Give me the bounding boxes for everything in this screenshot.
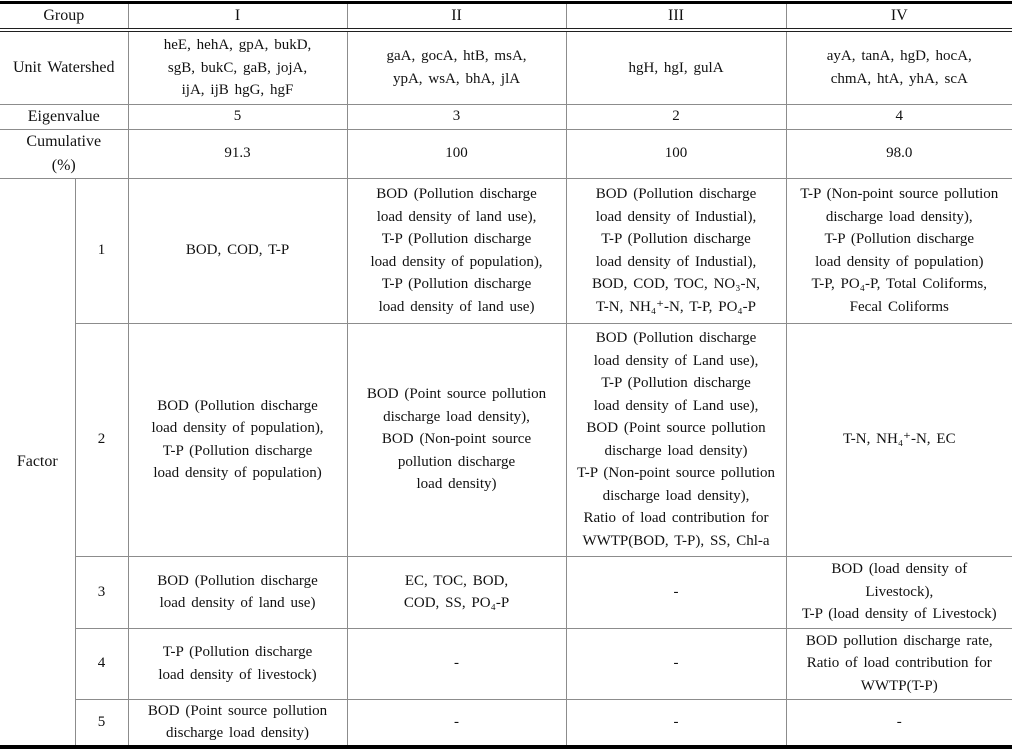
cumulative-row	[0, 129, 1012, 178]
cell-eigenvalue-group-i: 5	[128, 104, 347, 129]
header-group-ii: II	[347, 3, 566, 31]
cell-factor2-group-ii: BOD (Point source pollution discharge load density), BOD (Non-point source pollution discharge load density)	[347, 323, 566, 556]
header-group: Group	[0, 3, 128, 31]
factor-row-1	[0, 178, 1012, 323]
cell-factor3-group-ii: EC, TOC, BOD, COD, SS, PO₄-P	[347, 556, 566, 628]
row-label-unit-watershed: Unit Watershed	[0, 30, 128, 104]
cell-factor3-group-iv: BOD (load density of Livestock), T-P (load density of Livestock)	[786, 556, 1012, 628]
factor-row-5	[0, 699, 1012, 747]
factor-row-4	[0, 628, 1012, 699]
header-group-i: I	[128, 3, 347, 31]
cell-factor4-group-ii: -	[347, 628, 566, 699]
cell-unit-watershed-group-ii: gaA, gocA, htB, msA, ypA, wsA, bhA, jlA	[347, 30, 566, 104]
factor-number-3: 3	[75, 556, 128, 628]
cell-factor3-group-i: BOD (Pollution discharge load density of land use)	[128, 556, 347, 628]
cell-cumulative-group-iii: 100	[566, 129, 786, 178]
cell-cumulative-group-i: 91.3	[128, 129, 347, 178]
cell-factor2-group-iv: T-N, NH₄⁺-N, EC	[786, 323, 1012, 556]
factor-row-3	[0, 556, 1012, 628]
cell-eigenvalue-group-iv: 4	[786, 104, 1012, 129]
header-group-iii: III	[566, 3, 786, 31]
cell-factor1-group-iv: T-P (Non-point source pollution discharge load density), T-P (Pollution discharge load density of population) T-P, PO₄-P, Total Coliforms, Fecal Coliforms	[786, 178, 1012, 323]
cell-factor1-group-iii: BOD (Pollution discharge load density of Industial), T-P (Pollution discharge load density of Industial), BOD, COD, TOC, NO₃-N, T-N, NH₄⁺-N, T-P, PO₄-P	[566, 178, 786, 323]
cell-factor5-group-iv: -	[786, 699, 1012, 747]
cell-cumulative-group-iv: 98.0	[786, 129, 1012, 178]
factor-number-2: 2	[75, 323, 128, 556]
factor-analysis-table	[0, 1, 1012, 749]
row-label-eigenvalue: Eigenvalue	[0, 104, 128, 129]
factor-row-2	[0, 323, 1012, 556]
cell-factor3-group-iii: -	[566, 556, 786, 628]
row-label-factor: Factor	[0, 178, 75, 747]
factor-number-4: 4	[75, 628, 128, 699]
factor-number-1: 1	[75, 178, 128, 323]
cell-unit-watershed-group-iv: ayA, tanA, hgD, hocA, chmA, htA, yhA, scA	[786, 30, 1012, 104]
cell-factor4-group-iv: BOD pollution discharge rate, Ratio of load contribution for WWTP(T-P)	[786, 628, 1012, 699]
eigenvalue-row	[0, 104, 1012, 129]
table-header-row	[0, 3, 1012, 31]
row-label-cumulative: Cumulative (%)	[0, 129, 128, 178]
cell-factor2-group-iii: BOD (Pollution discharge load density of Land use), T-P (Pollution discharge load density of Land use), BOD (Point source pollution discharge load density) T-P (Non-point source pollution discharge load density), Ratio of load contribution for WWTP(BOD, T-P), SS, Chl-a	[566, 323, 786, 556]
cell-factor1-group-i: BOD, COD, T-P	[128, 178, 347, 323]
cell-cumulative-group-ii: 100	[347, 129, 566, 178]
cell-factor5-group-iii: -	[566, 699, 786, 747]
cell-unit-watershed-group-i: heE, hehA, gpA, bukD, sgB, bukC, gaB, jojA, ijA, ijB hgG, hgF	[128, 30, 347, 104]
cell-factor5-group-i: BOD (Point source pollution discharge load density)	[128, 699, 347, 747]
cell-eigenvalue-group-iii: 2	[566, 104, 786, 129]
cell-factor4-group-i: T-P (Pollution discharge load density of livestock)	[128, 628, 347, 699]
cell-factor2-group-i: BOD (Pollution discharge load density of population), T-P (Pollution discharge load density of population)	[128, 323, 347, 556]
cell-unit-watershed-group-iii: hgH, hgI, gulA	[566, 30, 786, 104]
cell-factor1-group-ii: BOD (Pollution discharge load density of land use), T-P (Pollution discharge load density of population), T-P (Pollution discharge load density of land use)	[347, 178, 566, 323]
factor-number-5: 5	[75, 699, 128, 747]
cell-factor4-group-iii: -	[566, 628, 786, 699]
cell-eigenvalue-group-ii: 3	[347, 104, 566, 129]
unit-watershed-row	[0, 30, 1012, 104]
cell-factor5-group-ii: -	[347, 699, 566, 747]
header-group-iv: IV	[786, 3, 1012, 31]
